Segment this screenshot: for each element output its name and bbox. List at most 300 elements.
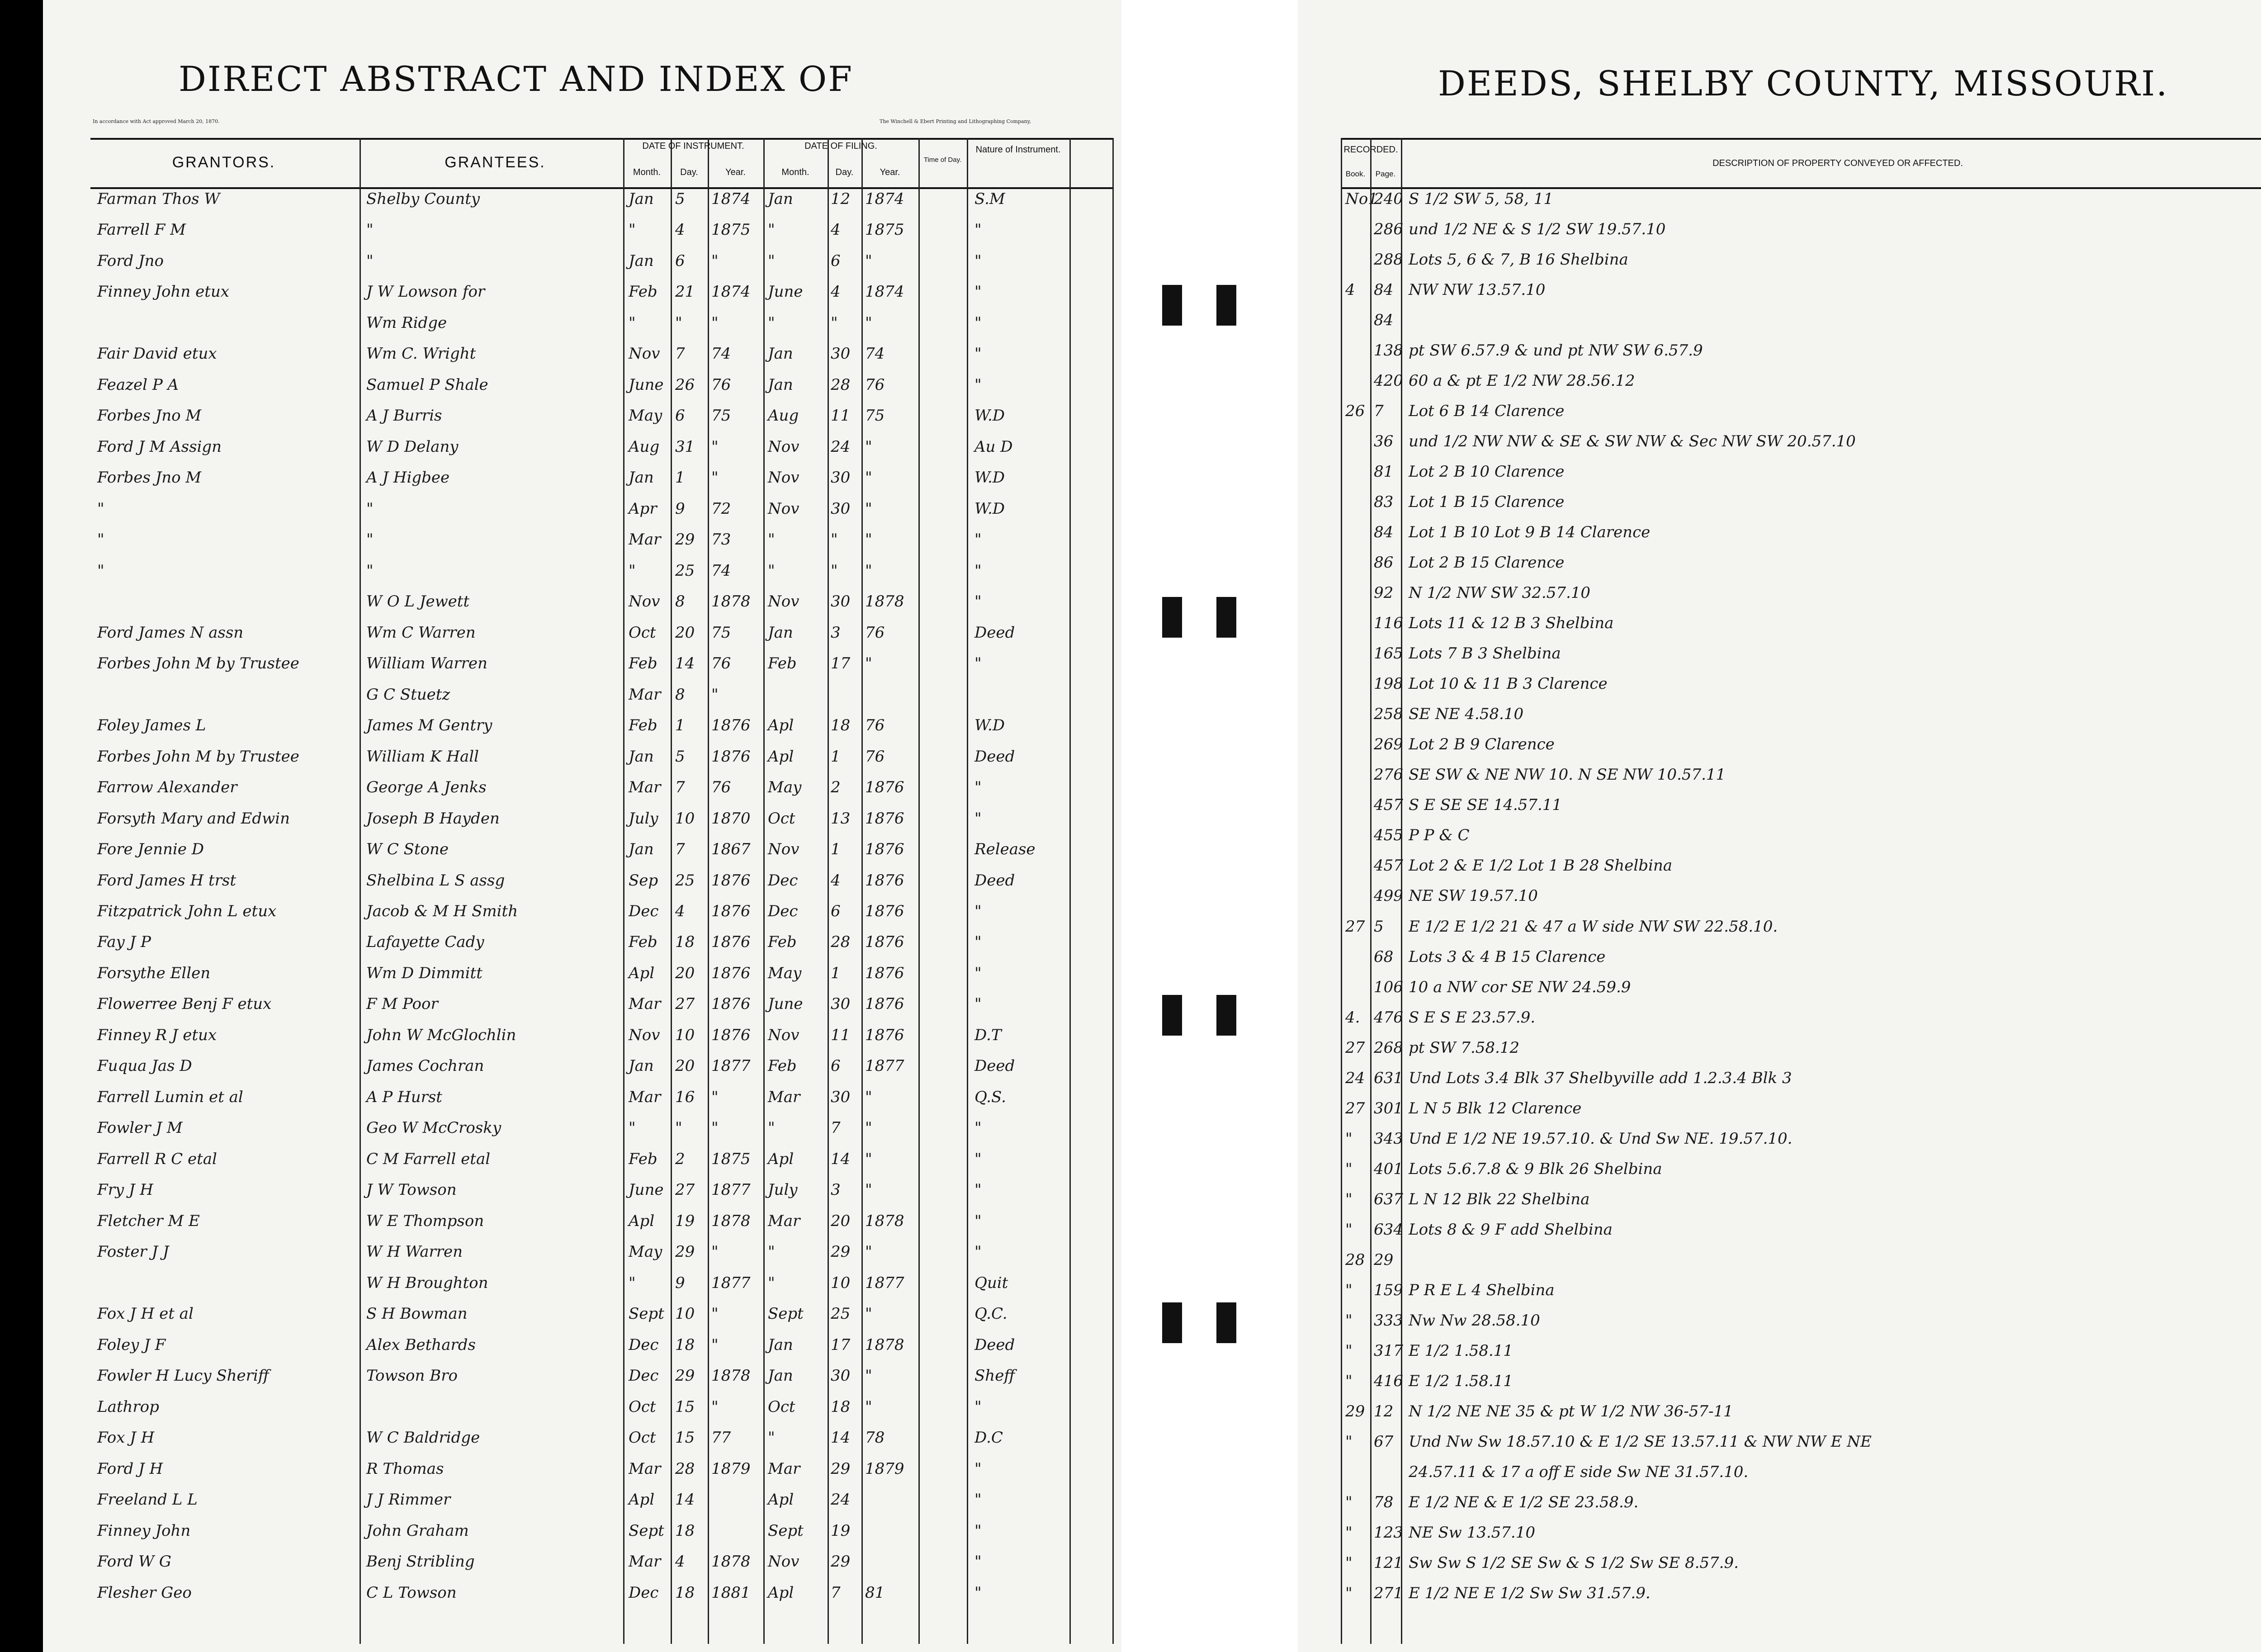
cell-fy: 1878: [865, 1335, 904, 1354]
cell-fm: ": [768, 1273, 775, 1292]
left-entry-row: [43, 654, 1121, 671]
cell-y: 1877: [711, 1181, 751, 1199]
right-entry-row: [1298, 1251, 2261, 1267]
cell-fm: July: [768, 1181, 798, 1199]
cell-grantee: Geo W McCrosky: [366, 1119, 501, 1137]
cell-m: Nov: [629, 345, 660, 363]
header-grantors: GRANTORS.: [172, 154, 276, 171]
cell-nature: ": [974, 1583, 982, 1602]
cell-grantor: Finney John etux: [97, 283, 229, 301]
cell-grantee: W H Broughton: [366, 1273, 488, 1292]
cell-desc: Lot 2 & E 1/2 Lot 1 B 28 Shelbina: [1409, 857, 1672, 875]
cell-page: 268: [1374, 1038, 1403, 1057]
cell-grantor: Farman Thos W: [97, 190, 220, 208]
cell-grantee: F M Poor: [366, 995, 438, 1013]
right-entry-list: [1298, 190, 2261, 1637]
cell-y: 1876: [711, 933, 751, 951]
cell-y: ": [711, 1088, 719, 1106]
cell-page: 68: [1374, 947, 1394, 966]
left-entry-row: [43, 1150, 1121, 1166]
left-entry-row: [43, 964, 1121, 980]
cell-page: 84: [1374, 281, 1394, 299]
left-entry-row: [43, 190, 1121, 206]
cell-page: 288: [1374, 251, 1403, 269]
left-entry-row: [43, 778, 1121, 795]
cell-desc: E 1/2 NE E 1/2 Sw Sw 31.57.9.: [1409, 1584, 1651, 1602]
cell-y: ": [711, 685, 719, 704]
cell-fd: 14: [831, 1429, 851, 1447]
cell-d: 18: [675, 1521, 695, 1540]
cell-grantee: J J Rimmer: [366, 1491, 451, 1509]
cell-fy: 76: [865, 375, 885, 394]
header-page: Page.: [1375, 170, 1396, 178]
cell-page: 29: [1374, 1250, 1394, 1269]
cell-d: 9: [675, 1273, 685, 1292]
cell-fy: 76: [865, 747, 885, 766]
cell-d: 2: [675, 1150, 685, 1168]
cell-fd: 30: [831, 469, 851, 487]
cell-fd: 30: [831, 345, 851, 363]
cell-m: Mar: [629, 530, 661, 549]
cell-fd: ": [831, 561, 838, 580]
cell-y: ": [711, 1243, 719, 1261]
right-entry-row: [1298, 766, 2261, 782]
cell-grantee: John Graham: [366, 1521, 469, 1540]
cell-fm: Feb: [768, 1057, 797, 1075]
cell-fy: 1876: [865, 964, 904, 982]
cell-nature: ": [974, 1459, 982, 1478]
cell-fy: ": [865, 313, 872, 332]
cell-fm: Mar: [768, 1459, 800, 1478]
binding-mark: [1162, 285, 1182, 326]
cell-nature: Quit: [974, 1273, 1008, 1292]
cell-fd: 17: [831, 1335, 851, 1354]
cell-nature: W.D: [974, 407, 1005, 425]
cell-fy: ": [865, 1243, 872, 1261]
cell-m: Dec: [629, 1367, 659, 1385]
cell-m: Feb: [629, 283, 657, 301]
cell-desc: und 1/2 NE & S 1/2 SW 19.57.10: [1409, 220, 1666, 239]
cell-d: 8: [675, 685, 685, 704]
cell-grantor: Fore Jennie D: [97, 840, 204, 859]
binding-mark: [1216, 995, 1236, 1036]
cell-y: 1867: [711, 840, 751, 859]
cell-grantee: A J Burris: [366, 407, 442, 425]
cell-fm: Feb: [768, 654, 797, 673]
right-page-title: DEEDS, SHELBY COUNTY, MISSOURI.: [1438, 63, 2169, 104]
cell-page: 401: [1374, 1160, 1403, 1178]
cell-page: 165: [1374, 644, 1403, 663]
cell-page: 634: [1374, 1220, 1403, 1239]
cell-grantee: S H Bowman: [366, 1305, 468, 1323]
cell-grantee: W D Delany: [366, 437, 459, 456]
cell-m: Apl: [629, 1212, 655, 1230]
left-entry-row: [43, 1336, 1121, 1352]
left-entry-row: [43, 1367, 1121, 1383]
cell-nature: ": [974, 283, 982, 301]
cell-fd: 18: [831, 1397, 851, 1416]
cell-nature: ": [974, 1491, 982, 1509]
left-entry-row: [43, 995, 1121, 1011]
cell-fy: 1876: [865, 933, 904, 951]
cell-nature: ": [974, 1521, 982, 1540]
left-entry-row: [43, 1026, 1121, 1042]
cell-y: 75: [711, 407, 731, 425]
cell-grantee: Lafayette Cady: [366, 933, 484, 951]
cell-grantee: ": [366, 561, 374, 580]
cell-grantor: ": [97, 561, 104, 580]
cell-y: 1876: [711, 871, 751, 890]
left-entry-row: [43, 469, 1121, 485]
header-time-of-day: Time of Day.: [923, 156, 962, 164]
cell-y: 1877: [711, 1273, 751, 1292]
cell-d: 20: [675, 964, 695, 982]
cell-page: 416: [1374, 1372, 1403, 1390]
cell-fy: 81: [865, 1583, 885, 1602]
right-entry-row: [1298, 705, 2261, 724]
cell-page: 67: [1374, 1432, 1394, 1451]
cell-d: ": [675, 313, 682, 332]
cell-page: 420: [1374, 372, 1403, 390]
cell-nature: D.C: [974, 1429, 1003, 1447]
right-entry-row: [1298, 1554, 2261, 1570]
cell-desc: Lots 8 & 9 F add Shelbina: [1409, 1220, 1613, 1239]
cell-d: 4: [675, 1553, 685, 1571]
cell-page: 631: [1374, 1069, 1403, 1087]
cell-grantee: C M Farrell etal: [366, 1150, 491, 1168]
cell-m: Feb: [629, 1150, 657, 1168]
cell-page: 36: [1374, 432, 1394, 451]
cell-fd: 10: [831, 1273, 851, 1292]
header-description: DESCRIPTION OF PROPERTY CONVEYED OR AFFECTED.: [1712, 158, 1963, 168]
cell-y: 1878: [711, 1367, 751, 1385]
cell-grantee: Jacob & M H Smith: [366, 902, 518, 920]
cell-fm: Nov: [768, 592, 799, 611]
right-entry-row: [1298, 735, 2261, 752]
left-page: [43, 0, 1121, 1652]
cell-page: 7: [1374, 402, 1384, 421]
cell-fm: Nov: [768, 469, 799, 487]
cell-d: 1: [675, 716, 685, 735]
right-entry-row: [1298, 1463, 2261, 1479]
cell-grantee: William K Hall: [366, 747, 479, 766]
cell-nature: Deed: [974, 1335, 1015, 1354]
cell-grantee: Wm C. Wright: [366, 345, 476, 363]
cell-m: Nov: [629, 1026, 660, 1044]
cell-grantor: Forbes John M by Trustee: [97, 654, 299, 673]
right-entry-row: [1298, 978, 2261, 994]
cell-page: 86: [1374, 554, 1394, 572]
cell-d: 25: [675, 871, 695, 890]
cell-desc: 10 a NW cor SE NW 24.59.9: [1409, 978, 1631, 996]
binding-mark: [1162, 597, 1182, 638]
cell-fm: Nov: [768, 499, 799, 518]
cell-m: Dec: [629, 1335, 659, 1354]
cell-desc: L N 5 Blk 12 Clarence: [1409, 1099, 1582, 1117]
cell-grantor: Fair David etux: [97, 345, 217, 363]
cell-y: 1877: [711, 1057, 751, 1075]
header-day-1: Day.: [680, 167, 698, 177]
cell-grantor: Feazel P A: [97, 375, 179, 394]
cell-desc: N 1/2 NW SW 32.57.10: [1409, 584, 1591, 602]
cell-m: Sept: [629, 1521, 664, 1540]
cell-m: May: [629, 1243, 662, 1261]
cell-page: 84: [1374, 311, 1394, 330]
cell-page: 271: [1374, 1584, 1403, 1602]
cell-y: ": [711, 1397, 719, 1416]
cell-grantee: A P Hurst: [366, 1088, 442, 1106]
cell-book: ": [1345, 1160, 1353, 1178]
cell-nature: Release: [974, 840, 1036, 859]
cell-nature: ": [974, 1181, 982, 1199]
cell-m: Mar: [629, 1459, 661, 1478]
right-entry-row: [1298, 432, 2261, 449]
cell-fy: ": [865, 1305, 872, 1323]
cell-grantee: Benj Stribling: [366, 1553, 475, 1571]
cell-nature: Deed: [974, 747, 1015, 766]
cell-d: 18: [675, 1335, 695, 1354]
cell-d: 25: [675, 561, 695, 580]
cell-y: 1876: [711, 964, 751, 982]
header-date-filing: DATE OF FILING.: [804, 141, 877, 151]
cell-y: 1878: [711, 1553, 751, 1571]
cell-fm: Sept: [768, 1305, 804, 1323]
left-entry-row: [43, 562, 1121, 578]
cell-fm: Jan: [768, 1367, 793, 1385]
cell-fm: Jan: [768, 375, 793, 394]
cell-m: June: [629, 1181, 664, 1199]
cell-page: 258: [1374, 705, 1403, 724]
cell-fm: Nov: [768, 1026, 799, 1044]
cell-desc: Lots 5.6.7.8 & 9 Blk 26 Shelbina: [1409, 1160, 1662, 1178]
cell-fm: Dec: [768, 871, 798, 890]
cell-desc: Und Nw Sw 18.57.10 & E 1/2 SE 13.57.11 & NW NW E NE: [1409, 1432, 1872, 1451]
left-entry-row: [43, 1429, 1121, 1445]
cell-m: Sep: [629, 871, 658, 890]
cell-y: ": [711, 469, 719, 487]
cell-grantor: Ford James N assn: [97, 623, 244, 642]
cell-desc: Lots 7 B 3 Shelbina: [1409, 644, 1561, 663]
cell-fd: 29: [831, 1243, 851, 1261]
cell-m: ": [629, 221, 636, 239]
cell-page: 333: [1374, 1311, 1403, 1330]
cell-desc: pt SW 7.58.12: [1409, 1038, 1520, 1057]
cell-fd: 30: [831, 499, 851, 518]
cell-grantee: Alex Bethards: [366, 1335, 476, 1354]
cell-desc: Nw Nw 28.58.10: [1409, 1311, 1540, 1330]
cell-grantor: Farrell R C etal: [97, 1150, 217, 1168]
cell-fm: ": [768, 221, 775, 239]
cell-d: ": [675, 1119, 682, 1137]
header-month-2: Month.: [781, 167, 809, 177]
cell-nature: S.M: [974, 190, 1005, 208]
left-entry-list: [43, 190, 1121, 1637]
cell-grantee: William Warren: [366, 654, 487, 673]
cell-grantor: Fowler J M: [97, 1119, 183, 1137]
cell-m: Feb: [629, 716, 657, 735]
cell-m: Mar: [629, 995, 661, 1013]
cell-fy: 1876: [865, 995, 904, 1013]
cell-fy: 76: [865, 716, 885, 735]
cell-fd: 11: [831, 407, 851, 425]
cell-fm: ": [768, 1243, 775, 1261]
cell-d: 5: [675, 747, 685, 766]
cell-d: 18: [675, 933, 695, 951]
left-entry-row: [43, 686, 1121, 702]
cell-fm: Nov: [768, 840, 799, 859]
right-page: [1298, 0, 2261, 1652]
right-entry-row: [1298, 190, 2261, 206]
cell-grantee: John W McGlochlin: [366, 1026, 516, 1044]
cell-grantee: Shelbina L S assg: [366, 871, 505, 890]
cell-fd: 11: [831, 1026, 851, 1044]
cell-y: 1878: [711, 1212, 751, 1230]
cell-d: 14: [675, 1491, 695, 1509]
cell-fy: 1879: [865, 1459, 904, 1478]
cell-fm: Jan: [768, 345, 793, 363]
cell-fy: ": [865, 251, 872, 270]
cell-desc: und 1/2 NW NW & SE & SW NW & Sec NW SW 20.57.10: [1409, 432, 1856, 451]
cell-nature: ": [974, 1243, 982, 1261]
cell-fy: 74: [865, 345, 885, 363]
cell-fd: 13: [831, 809, 851, 828]
right-entry-row: [1298, 1069, 2261, 1085]
cell-fd: 18: [831, 716, 851, 735]
right-entry-row: [1298, 463, 2261, 479]
cell-fy: 1876: [865, 1026, 904, 1044]
cell-m: Jan: [629, 469, 654, 487]
right-entry-row: [1298, 948, 2261, 964]
cell-desc: E 1/2 NE & E 1/2 SE 23.58.9.: [1409, 1493, 1639, 1511]
cell-desc: Lot 1 B 15 Clarence: [1409, 493, 1565, 511]
cell-d: 27: [675, 995, 695, 1013]
cell-grantee: W O L Jewett: [366, 592, 470, 611]
cell-grantee: R Thomas: [366, 1459, 444, 1478]
binding-mark: [1162, 995, 1182, 1036]
cell-book: 24: [1345, 1069, 1365, 1087]
cell-grantor: Fitzpatrick John L etux: [97, 902, 277, 920]
right-entry-row: [1298, 402, 2261, 421]
cell-grantor: Flesher Geo: [97, 1583, 192, 1602]
cell-m: Jan: [629, 190, 654, 208]
right-entry-row: [1298, 1524, 2261, 1540]
right-entry-row: [1298, 554, 2261, 570]
left-entry-row: [43, 530, 1121, 547]
cell-d: 4: [675, 902, 685, 920]
cell-fm: ": [768, 251, 775, 270]
cell-nature: ": [974, 561, 982, 580]
cell-y: 1876: [711, 1026, 751, 1044]
cell-fm: ": [768, 1119, 775, 1137]
cell-page: 637: [1374, 1190, 1403, 1208]
cell-nature: D.T: [974, 1026, 1002, 1044]
cell-grantor: Ford Jno: [97, 251, 164, 270]
cell-fd: ": [831, 313, 838, 332]
cell-fm: Apl: [768, 716, 794, 735]
cell-grantor: Fuqua Jas D: [97, 1057, 192, 1075]
cell-book: ": [1345, 1553, 1353, 1572]
header-year-2: Year.: [880, 167, 900, 177]
cell-m: Feb: [629, 933, 657, 951]
cell-book: 26: [1345, 402, 1365, 421]
cell-m: Nov: [629, 592, 660, 611]
header-month-1: Month.: [633, 167, 661, 177]
cell-fd: 30: [831, 1367, 851, 1385]
cell-grantor: Fay J P: [97, 933, 151, 951]
cell-grantor: Forsyth Mary and Edwin: [97, 809, 290, 828]
cell-fy: 1874: [865, 190, 904, 208]
cell-d: 10: [675, 1305, 695, 1323]
left-entry-row: [43, 1398, 1121, 1414]
cell-grantor: Farrell F M: [97, 221, 186, 239]
cell-page: 83: [1374, 493, 1394, 511]
cell-book: ": [1345, 1311, 1353, 1330]
cell-fm: Oct: [768, 809, 795, 828]
cell-desc: 60 a & pt E 1/2 NW 28.56.12: [1409, 372, 1635, 390]
cell-m: ": [629, 1119, 636, 1137]
left-entry-row: [43, 1057, 1121, 1073]
cell-d: 29: [675, 1367, 695, 1385]
cell-fm: Apl: [768, 747, 794, 766]
binding-mark: [1216, 597, 1236, 638]
cell-m: Apl: [629, 964, 655, 982]
cell-fd: 6: [831, 902, 841, 920]
cell-page: 123: [1374, 1523, 1403, 1542]
left-page-title: DIRECT ABSTRACT AND INDEX OF: [179, 59, 853, 99]
cell-nature: ": [974, 995, 982, 1013]
cell-desc: E 1/2 E 1/2 21 & 47 a W side NW SW 22.58.10.: [1409, 917, 1778, 936]
cell-grantee: G C Stuetz: [366, 685, 450, 704]
cell-fd: 4: [831, 221, 841, 239]
cell-desc: S E S E 23.57.9.: [1409, 1008, 1536, 1027]
right-entry-row: [1298, 1281, 2261, 1297]
cell-d: 6: [675, 251, 685, 270]
cell-fm: Nov: [768, 437, 799, 456]
cell-m: Dec: [629, 902, 659, 920]
cell-grantee: W C Baldridge: [366, 1429, 480, 1447]
cell-desc: NE SW 19.57.10: [1409, 887, 1538, 905]
cell-fy: ": [865, 1150, 872, 1168]
cell-grantee: ": [366, 221, 374, 239]
cell-page: 455: [1374, 826, 1403, 845]
cell-fm: ": [768, 530, 775, 549]
cell-d: 29: [675, 530, 695, 549]
right-entry-row: [1298, 857, 2261, 873]
right-entry-row: [1298, 523, 2261, 540]
cell-fy: 1876: [865, 778, 904, 797]
header-grantees: GRANTEES.: [445, 154, 546, 171]
cell-fy: ": [865, 1397, 872, 1416]
cell-m: Oct: [629, 623, 656, 642]
left-entry-row: [43, 1243, 1121, 1259]
cell-m: Jan: [629, 747, 654, 766]
cell-grantor: Finney John: [97, 1521, 191, 1540]
cell-y: 76: [711, 375, 731, 394]
right-entry-row: [1298, 281, 2261, 297]
cell-y: 77: [711, 1429, 731, 1447]
right-entry-row: [1298, 675, 2261, 691]
cell-desc: P R E L 4 Shelbina: [1409, 1281, 1555, 1299]
cell-fd: 3: [831, 623, 841, 642]
cell-grantor: Flowerree Benj F etux: [97, 995, 272, 1013]
cell-desc: NE Sw 13.57.10: [1409, 1523, 1535, 1542]
cell-book: No1: [1345, 190, 1378, 208]
cell-d: 10: [675, 809, 695, 828]
cell-nature: ": [974, 313, 982, 332]
cell-fd: 30: [831, 592, 851, 611]
cell-fm: Jan: [768, 190, 793, 208]
cell-d: 16: [675, 1088, 695, 1106]
